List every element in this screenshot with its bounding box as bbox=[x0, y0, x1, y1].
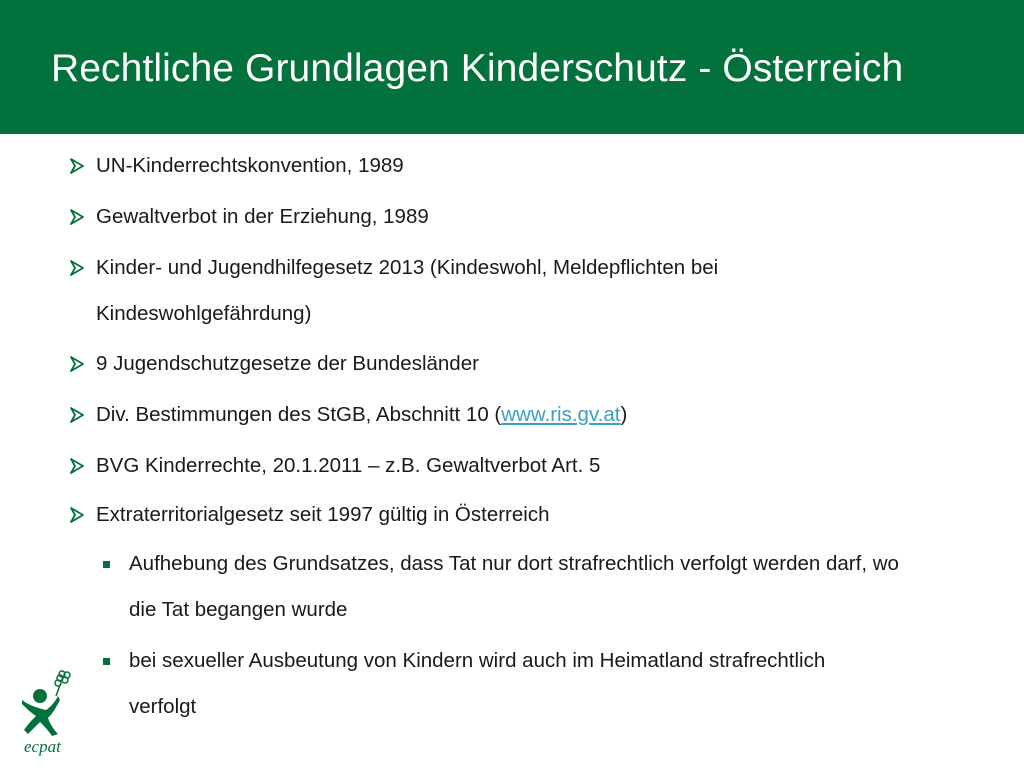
arrow-bullet-icon bbox=[68, 406, 86, 424]
square-bullet-icon bbox=[103, 561, 110, 568]
arrow-bullet-icon bbox=[68, 157, 86, 175]
sub-list-item-text: bei sexueller Ausbeutung von Kindern wird auch im Heimatland strafrechtlich bbox=[129, 649, 826, 672]
closing-paren: ) bbox=[620, 403, 628, 426]
ris-link[interactable]: www.ris.gv.at bbox=[501, 403, 621, 426]
list-item-text: 9 Jugendschutzgesetze der Bundesländer bbox=[96, 352, 479, 375]
ecpat-child-flower-logo-icon bbox=[16, 670, 84, 758]
square-bullet-icon bbox=[103, 658, 110, 665]
list-item-text-cont: Kindeswohlgefährdung) bbox=[96, 302, 312, 325]
stgb-text: Div. Bestimmungen des StGB, Abschnitt 10 ( bbox=[96, 403, 502, 426]
list-item-text: Kinder- und Jugendhilfegesetz 2013 (Kindeswohl, Meldepflichten bei bbox=[96, 256, 719, 279]
arrow-bullet-icon bbox=[68, 208, 86, 226]
list-item-text: Gewaltverbot in der Erziehung, 1989 bbox=[96, 205, 429, 228]
slide-title: Rechtliche Grundlagen Kinderschutz - Österreich bbox=[51, 47, 904, 90]
list-item bbox=[0, 341, 1024, 387]
sub-list-item bbox=[0, 638, 1024, 730]
list-item-text bbox=[96, 392, 627, 438]
arrow-bullet-icon bbox=[68, 506, 86, 524]
arrow-bullet-icon bbox=[68, 259, 86, 277]
list-item bbox=[0, 443, 1024, 489]
sub-list-item-text-cont: verfolgt bbox=[129, 695, 197, 718]
list-item-text: Extraterritorialgesetz seit 1997 gültig in Österreich bbox=[96, 503, 550, 526]
sub-list-item-text: Aufhebung des Grundsatzes, dass Tat nur dort strafrechtlich verfolgt werden darf, wo bbox=[129, 552, 899, 575]
list-item bbox=[0, 492, 1024, 538]
list-item-text: BVG Kinderrechte, 20.1.2011 – z.B. Gewaltverbot Art. 5 bbox=[96, 454, 601, 477]
list-item bbox=[0, 143, 1024, 189]
logo-text: ecpat bbox=[24, 737, 61, 756]
sub-list-item-text-cont: die Tat begangen wurde bbox=[129, 598, 348, 621]
list-item bbox=[0, 194, 1024, 240]
arrow-bullet-icon bbox=[68, 457, 86, 475]
title-bar bbox=[0, 0, 1024, 134]
sub-list-item bbox=[0, 541, 1024, 633]
list-item bbox=[0, 245, 1024, 337]
ecpat-logo bbox=[16, 670, 84, 758]
list-item-text: UN-Kinderrechtskonvention, 1989 bbox=[96, 154, 404, 177]
arrow-bullet-icon bbox=[68, 355, 86, 373]
list-item bbox=[0, 392, 1024, 438]
